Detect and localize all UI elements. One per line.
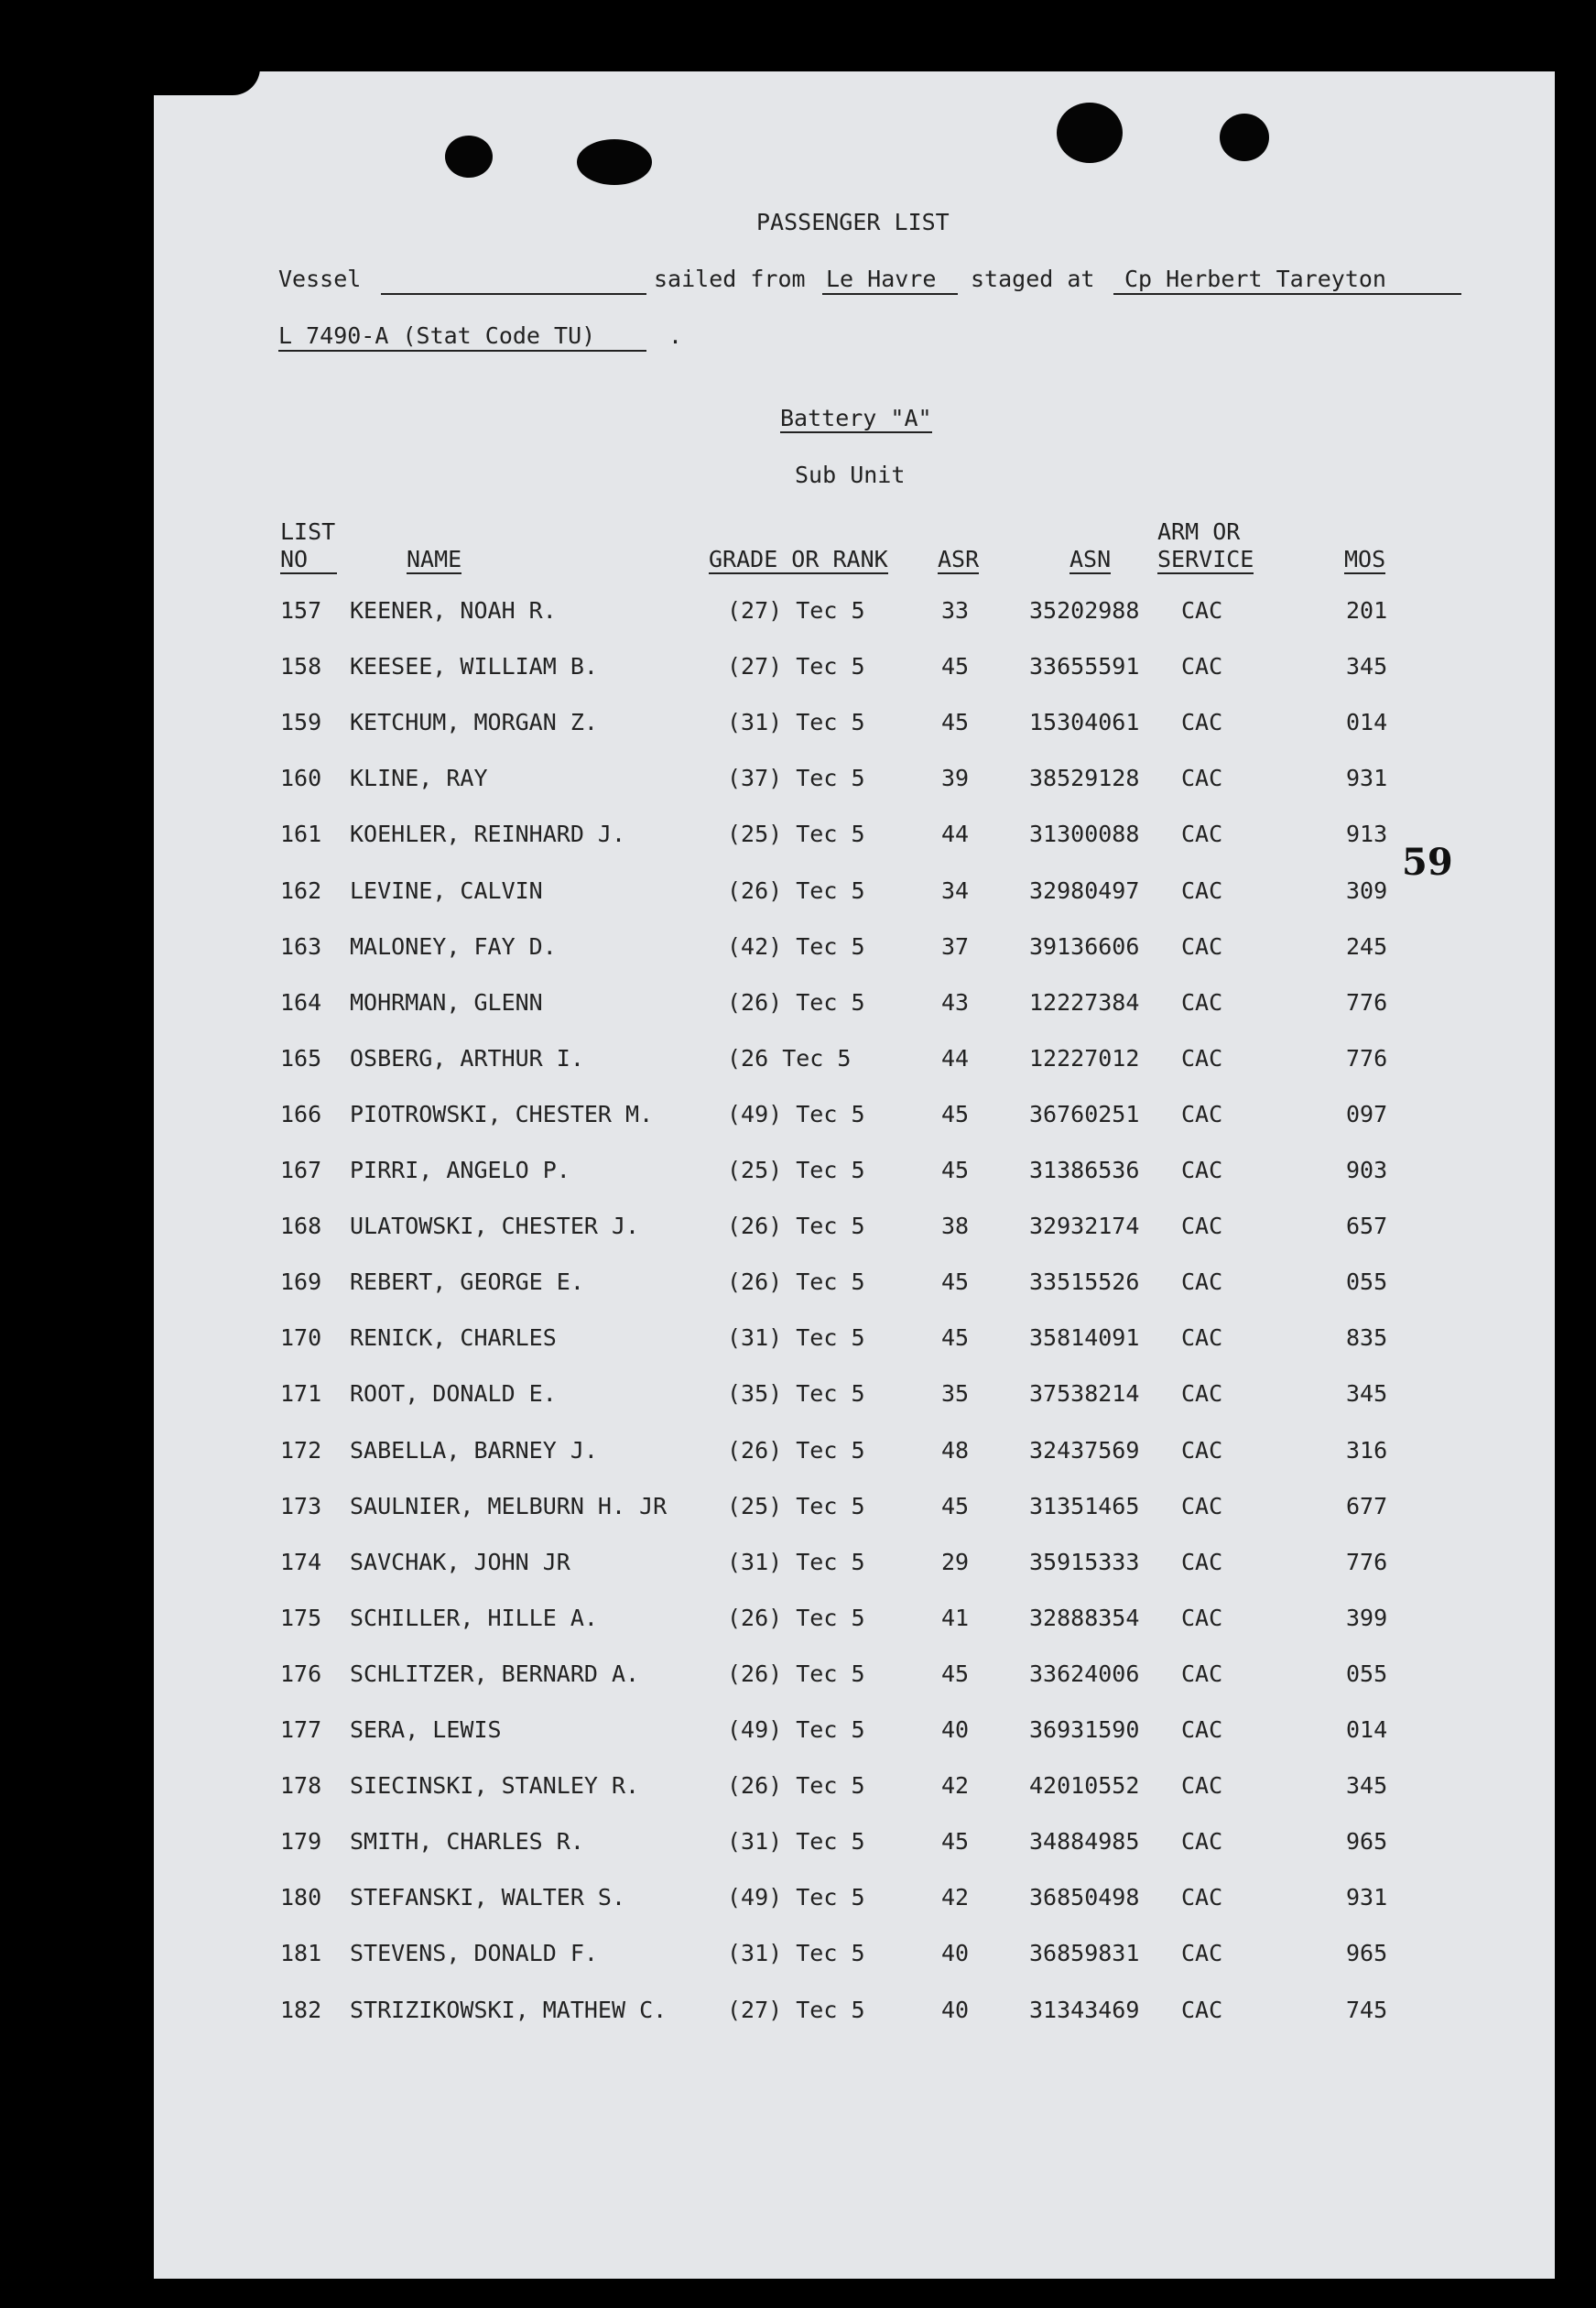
unit-title: Battery "A" bbox=[780, 405, 932, 431]
name-cell: OSBERG, ARTHUR I. bbox=[350, 1044, 584, 1072]
name-cell: PIRRI, ANGELO P. bbox=[350, 1157, 570, 1183]
asn-cell: 12227012 bbox=[1029, 1044, 1140, 1072]
grade-cell: (31) Tec 5 bbox=[727, 1940, 865, 1967]
name-cell: SIECINSKI, STANLEY R. bbox=[350, 1772, 640, 1800]
asn-cell: 39136606 bbox=[1029, 932, 1140, 960]
mos-cell: 776 bbox=[1346, 988, 1388, 1016]
mos-cell: 055 bbox=[1346, 1660, 1388, 1687]
list-no-cell: 174 bbox=[280, 1548, 322, 1575]
list-no-cell: 163 bbox=[280, 932, 322, 960]
asr-cell: 34 bbox=[941, 876, 970, 904]
asn-cell: 32932174 bbox=[1029, 1213, 1140, 1240]
asn-cell: 12227384 bbox=[1029, 988, 1140, 1016]
table-row bbox=[154, 705, 1555, 742]
list-no-cell: 178 bbox=[280, 1772, 322, 1800]
asn-cell: 42010552 bbox=[1029, 1772, 1140, 1800]
mos-cell: 931 bbox=[1346, 765, 1388, 792]
grade-cell: (35) Tec 5 bbox=[727, 1380, 865, 1408]
list-no-cell: 164 bbox=[280, 988, 322, 1016]
arm-cell: CAC bbox=[1181, 597, 1223, 624]
asn-cell: 35202988 bbox=[1029, 597, 1140, 624]
arm-cell: CAC bbox=[1181, 1604, 1223, 1631]
mos-cell: 931 bbox=[1346, 1884, 1388, 1911]
grade-cell: (26 Tec 5 bbox=[727, 1044, 852, 1072]
asr-cell: 29 bbox=[941, 1548, 970, 1575]
staged-underline bbox=[1113, 293, 1461, 295]
asn-cell: 31343469 bbox=[1029, 1996, 1140, 2023]
table-row bbox=[154, 761, 1555, 798]
table-row bbox=[154, 1153, 1555, 1190]
punch-hole-3 bbox=[1057, 103, 1123, 163]
table-row bbox=[154, 1209, 1555, 1246]
mos-cell: 345 bbox=[1346, 653, 1388, 680]
asn-cell: 31300088 bbox=[1029, 821, 1140, 848]
table-row bbox=[154, 1433, 1555, 1470]
table-row bbox=[154, 874, 1555, 910]
grade-cell: (31) Tec 5 bbox=[727, 1548, 865, 1575]
list-no-cell: 173 bbox=[280, 1492, 322, 1519]
list-no-cell: 181 bbox=[280, 1940, 322, 1967]
name-cell: ULATOWSKI, CHESTER J. bbox=[350, 1213, 640, 1240]
list-no-cell: 172 bbox=[280, 1436, 322, 1464]
asn-cell: 33624006 bbox=[1029, 1660, 1140, 1687]
mos-cell: 014 bbox=[1346, 1716, 1388, 1743]
staged-value: Cp Herbert Tareyton bbox=[1124, 266, 1386, 292]
name-cell: KEESEE, WILLIAM B. bbox=[350, 653, 598, 680]
asr-cell: 45 bbox=[941, 1324, 970, 1352]
asn-cell: 31351465 bbox=[1029, 1492, 1140, 1519]
table-row bbox=[154, 1097, 1555, 1134]
asn-cell: 31386536 bbox=[1029, 1157, 1140, 1183]
arm-cell: CAC bbox=[1181, 988, 1223, 1016]
grade-cell: (26) Tec 5 bbox=[727, 1772, 865, 1800]
list-no-cell: 169 bbox=[280, 1268, 322, 1296]
grade-cell: (27) Tec 5 bbox=[727, 1996, 865, 2023]
list-no-cell: 176 bbox=[280, 1660, 322, 1687]
mos-cell: 965 bbox=[1346, 1940, 1388, 1967]
asr-cell: 42 bbox=[941, 1884, 970, 1911]
code-underline bbox=[278, 350, 646, 352]
arm-cell: CAC bbox=[1181, 821, 1223, 848]
asn-cell: 32980497 bbox=[1029, 876, 1140, 904]
grade-cell: (25) Tec 5 bbox=[727, 1157, 865, 1183]
asn-cell: 15304061 bbox=[1029, 709, 1140, 736]
page-number: 59 bbox=[1402, 841, 1453, 884]
col-mos: MOS bbox=[1344, 546, 1386, 572]
list-no-cell: 159 bbox=[280, 709, 322, 736]
asr-cell: 44 bbox=[941, 821, 970, 848]
asr-cell: 45 bbox=[941, 1157, 970, 1183]
list-no-cell: 171 bbox=[280, 1380, 322, 1408]
arm-cell: CAC bbox=[1181, 1044, 1223, 1072]
mos-cell: 677 bbox=[1346, 1492, 1388, 1519]
asn-cell: 36859831 bbox=[1029, 1940, 1140, 1967]
arm-cell: CAC bbox=[1181, 1436, 1223, 1464]
mos-cell: 399 bbox=[1346, 1604, 1388, 1631]
table-row bbox=[154, 1601, 1555, 1638]
asr-cell: 38 bbox=[941, 1213, 970, 1240]
mos-cell: 965 bbox=[1346, 1828, 1388, 1856]
table-row bbox=[154, 1265, 1555, 1301]
list-no-cell: 161 bbox=[280, 821, 322, 848]
asn-cell: 36760251 bbox=[1029, 1100, 1140, 1127]
asn-cell: 38529128 bbox=[1029, 765, 1140, 792]
mos-cell: 055 bbox=[1346, 1268, 1388, 1296]
list-no-cell: 162 bbox=[280, 876, 322, 904]
name-cell: SMITH, CHARLES R. bbox=[350, 1828, 584, 1856]
mos-cell: 014 bbox=[1346, 709, 1388, 736]
table-row bbox=[154, 649, 1555, 686]
table-row bbox=[154, 1321, 1555, 1357]
grade-cell: (26) Tec 5 bbox=[727, 1436, 865, 1464]
vessel-underline bbox=[381, 293, 646, 295]
grade-cell: (31) Tec 5 bbox=[727, 709, 865, 736]
col-arm-line1: ARM OR bbox=[1157, 518, 1241, 545]
name-cell: KOEHLER, REINHARD J. bbox=[350, 821, 626, 848]
mos-cell: 245 bbox=[1346, 932, 1388, 960]
asr-cell: 45 bbox=[941, 653, 970, 680]
mos-cell: 345 bbox=[1346, 1380, 1388, 1408]
col-list-no-line1: LIST bbox=[280, 518, 336, 545]
list-no-cell: 165 bbox=[280, 1044, 322, 1072]
asr-cell: 45 bbox=[941, 1828, 970, 1856]
mos-cell: 657 bbox=[1346, 1213, 1388, 1240]
mos-cell: 201 bbox=[1346, 597, 1388, 624]
name-cell: ROOT, DONALD E. bbox=[350, 1380, 557, 1408]
table-row bbox=[154, 1880, 1555, 1917]
asn-cell: 35915333 bbox=[1029, 1548, 1140, 1575]
arm-cell: CAC bbox=[1181, 876, 1223, 904]
table-row bbox=[154, 817, 1555, 854]
sub-unit-label: Sub Unit bbox=[795, 462, 906, 488]
punch-hole-4 bbox=[1220, 114, 1269, 161]
asr-cell: 40 bbox=[941, 1716, 970, 1743]
col-name: NAME bbox=[407, 546, 462, 572]
table-row bbox=[154, 1769, 1555, 1805]
mos-cell: 316 bbox=[1346, 1436, 1388, 1464]
grade-cell: (49) Tec 5 bbox=[727, 1716, 865, 1743]
name-cell: RENICK, CHARLES bbox=[350, 1324, 557, 1352]
list-no-cell: 157 bbox=[280, 597, 322, 624]
grade-cell: (26) Tec 5 bbox=[727, 876, 865, 904]
asr-cell: 39 bbox=[941, 765, 970, 792]
mos-cell: 097 bbox=[1346, 1100, 1388, 1127]
asr-cell: 45 bbox=[941, 1660, 970, 1687]
list-no-cell: 160 bbox=[280, 765, 322, 792]
asr-cell: 48 bbox=[941, 1436, 970, 1464]
mos-cell: 776 bbox=[1346, 1044, 1388, 1072]
grade-cell: (49) Tec 5 bbox=[727, 1884, 865, 1911]
name-cell: KEENER, NOAH R. bbox=[350, 597, 557, 624]
grade-cell: (31) Tec 5 bbox=[727, 1828, 865, 1856]
mos-cell: 835 bbox=[1346, 1324, 1388, 1352]
name-cell: KLINE, RAY bbox=[350, 765, 488, 792]
torn-corner bbox=[150, 68, 260, 95]
punch-hole-1 bbox=[445, 136, 493, 178]
grade-cell: (26) Tec 5 bbox=[727, 1213, 865, 1240]
list-no-cell: 179 bbox=[280, 1828, 322, 1856]
asr-cell: 40 bbox=[941, 1940, 970, 1967]
asn-cell: 34884985 bbox=[1029, 1828, 1140, 1856]
arm-cell: CAC bbox=[1181, 1324, 1223, 1352]
arm-cell: CAC bbox=[1181, 765, 1223, 792]
asn-cell: 33655591 bbox=[1029, 653, 1140, 680]
staged-label: staged at bbox=[971, 266, 1095, 292]
arm-cell: CAC bbox=[1181, 1996, 1223, 2023]
sailed-underline bbox=[822, 293, 958, 295]
arm-cell: CAC bbox=[1181, 1492, 1223, 1519]
arm-cell: CAC bbox=[1181, 1100, 1223, 1127]
arm-cell: CAC bbox=[1181, 1716, 1223, 1743]
list-no-cell: 167 bbox=[280, 1157, 322, 1183]
name-cell: SABELLA, BARNEY J. bbox=[350, 1436, 598, 1464]
name-cell: PIOTROWSKI, CHESTER M. bbox=[350, 1100, 654, 1127]
name-cell: LEVINE, CALVIN bbox=[350, 876, 543, 904]
name-cell: SCHILLER, HILLE A. bbox=[350, 1604, 598, 1631]
grade-cell: (26) Tec 5 bbox=[727, 988, 865, 1016]
arm-cell: CAC bbox=[1181, 1940, 1223, 1967]
asr-cell: 40 bbox=[941, 1996, 970, 2023]
mos-cell: 903 bbox=[1346, 1157, 1388, 1183]
table-row bbox=[154, 1545, 1555, 1582]
asr-cell: 44 bbox=[941, 1044, 970, 1072]
table-row bbox=[154, 1824, 1555, 1861]
arm-cell: CAC bbox=[1181, 1268, 1223, 1296]
sailed-label: sailed from bbox=[654, 266, 806, 292]
mos-cell: 913 bbox=[1346, 821, 1388, 848]
arm-cell: CAC bbox=[1181, 1213, 1223, 1240]
arm-cell: CAC bbox=[1181, 1884, 1223, 1911]
arm-cell: CAC bbox=[1181, 709, 1223, 736]
arm-cell: CAC bbox=[1181, 653, 1223, 680]
asn-cell: 36850498 bbox=[1029, 1884, 1140, 1911]
code-line: L 7490-A (Stat Code TU) bbox=[278, 322, 596, 349]
list-no-cell: 170 bbox=[280, 1324, 322, 1352]
grade-cell: (42) Tec 5 bbox=[727, 932, 865, 960]
asr-cell: 41 bbox=[941, 1604, 970, 1631]
grade-cell: (26) Tec 5 bbox=[727, 1268, 865, 1296]
asn-cell: 36931590 bbox=[1029, 1716, 1140, 1743]
mos-cell: 309 bbox=[1346, 876, 1388, 904]
table-row bbox=[154, 1489, 1555, 1526]
col-asn: ASN bbox=[1069, 546, 1112, 572]
grade-cell: (26) Tec 5 bbox=[727, 1604, 865, 1631]
list-no-cell: 168 bbox=[280, 1213, 322, 1240]
name-cell: REBERT, GEORGE E. bbox=[350, 1268, 584, 1296]
table-row bbox=[154, 1657, 1555, 1693]
name-cell: SERA, LEWIS bbox=[350, 1716, 502, 1743]
name-cell: SCHLITZER, BERNARD A. bbox=[350, 1660, 640, 1687]
table-row bbox=[154, 1936, 1555, 1973]
name-cell: SAULNIER, MELBURN H. JR bbox=[350, 1492, 668, 1519]
table-row bbox=[154, 985, 1555, 1022]
arm-cell: CAC bbox=[1181, 1380, 1223, 1408]
table-row bbox=[154, 1041, 1555, 1078]
mos-cell: 745 bbox=[1346, 1996, 1388, 2023]
list-no-cell: 175 bbox=[280, 1604, 322, 1631]
name-cell: SAVCHAK, JOHN JR bbox=[350, 1548, 570, 1575]
arm-cell: CAC bbox=[1181, 1157, 1223, 1183]
arm-cell: CAC bbox=[1181, 932, 1223, 960]
table-row bbox=[154, 930, 1555, 966]
name-cell: KETCHUM, MORGAN Z. bbox=[350, 709, 598, 736]
asr-cell: 43 bbox=[941, 988, 970, 1016]
asr-cell: 37 bbox=[941, 932, 970, 960]
col-grade: GRADE OR RANK bbox=[709, 546, 888, 572]
col-list-no-line2: NO bbox=[280, 548, 337, 574]
asr-cell: 33 bbox=[941, 597, 970, 624]
asn-cell: 35814091 bbox=[1029, 1324, 1140, 1352]
grade-cell: (27) Tec 5 bbox=[727, 653, 865, 680]
asn-cell: 33515526 bbox=[1029, 1268, 1140, 1296]
page-title: PASSENGER LIST bbox=[756, 209, 950, 235]
list-no-cell: 182 bbox=[280, 1996, 322, 2023]
grade-cell: (37) Tec 5 bbox=[727, 765, 865, 792]
asr-cell: 45 bbox=[941, 1492, 970, 1519]
asn-cell: 37538214 bbox=[1029, 1380, 1140, 1408]
asn-cell: 32437569 bbox=[1029, 1436, 1140, 1464]
col-arm-line2: SERVICE bbox=[1157, 546, 1254, 572]
grade-cell: (27) Tec 5 bbox=[727, 597, 865, 624]
table-row bbox=[154, 1713, 1555, 1749]
name-cell: STEVENS, DONALD F. bbox=[350, 1940, 598, 1967]
grade-cell: (31) Tec 5 bbox=[727, 1324, 865, 1352]
mos-cell: 345 bbox=[1346, 1772, 1388, 1800]
name-cell: STEFANSKI, WALTER S. bbox=[350, 1884, 626, 1911]
name-cell: STRIZIKOWSKI, MATHEW C. bbox=[350, 1996, 668, 2023]
asr-cell: 35 bbox=[941, 1380, 970, 1408]
table-row bbox=[154, 1993, 1555, 2030]
vessel-label: Vessel bbox=[278, 266, 362, 292]
grade-cell: (25) Tec 5 bbox=[727, 1492, 865, 1519]
list-no-cell: 158 bbox=[280, 653, 322, 680]
passenger-list-page bbox=[154, 71, 1555, 2279]
grade-cell: (49) Tec 5 bbox=[727, 1100, 865, 1127]
list-no-cell: 166 bbox=[280, 1100, 322, 1127]
asr-cell: 42 bbox=[941, 1772, 970, 1800]
mos-cell: 776 bbox=[1346, 1548, 1388, 1575]
list-no-cell: 180 bbox=[280, 1884, 322, 1911]
asn-cell: 32888354 bbox=[1029, 1604, 1140, 1631]
asr-cell: 45 bbox=[941, 1268, 970, 1296]
list-no-cell: 177 bbox=[280, 1716, 322, 1743]
asr-cell: 45 bbox=[941, 1100, 970, 1127]
grade-cell: (25) Tec 5 bbox=[727, 821, 865, 848]
arm-cell: CAC bbox=[1181, 1660, 1223, 1687]
col-asr: ASR bbox=[938, 546, 980, 572]
name-cell: MOHRMAN, GLENN bbox=[350, 988, 543, 1016]
arm-cell: CAC bbox=[1181, 1548, 1223, 1575]
table-row bbox=[154, 1377, 1555, 1413]
punch-hole-2 bbox=[577, 139, 652, 185]
arm-cell: CAC bbox=[1181, 1772, 1223, 1800]
name-cell: MALONEY, FAY D. bbox=[350, 932, 557, 960]
arm-cell: CAC bbox=[1181, 1828, 1223, 1856]
table-row bbox=[154, 593, 1555, 630]
code-terminator: . bbox=[668, 322, 683, 349]
grade-cell: (26) Tec 5 bbox=[727, 1660, 865, 1687]
sailed-value: Le Havre bbox=[826, 266, 937, 292]
asr-cell: 45 bbox=[941, 709, 970, 736]
